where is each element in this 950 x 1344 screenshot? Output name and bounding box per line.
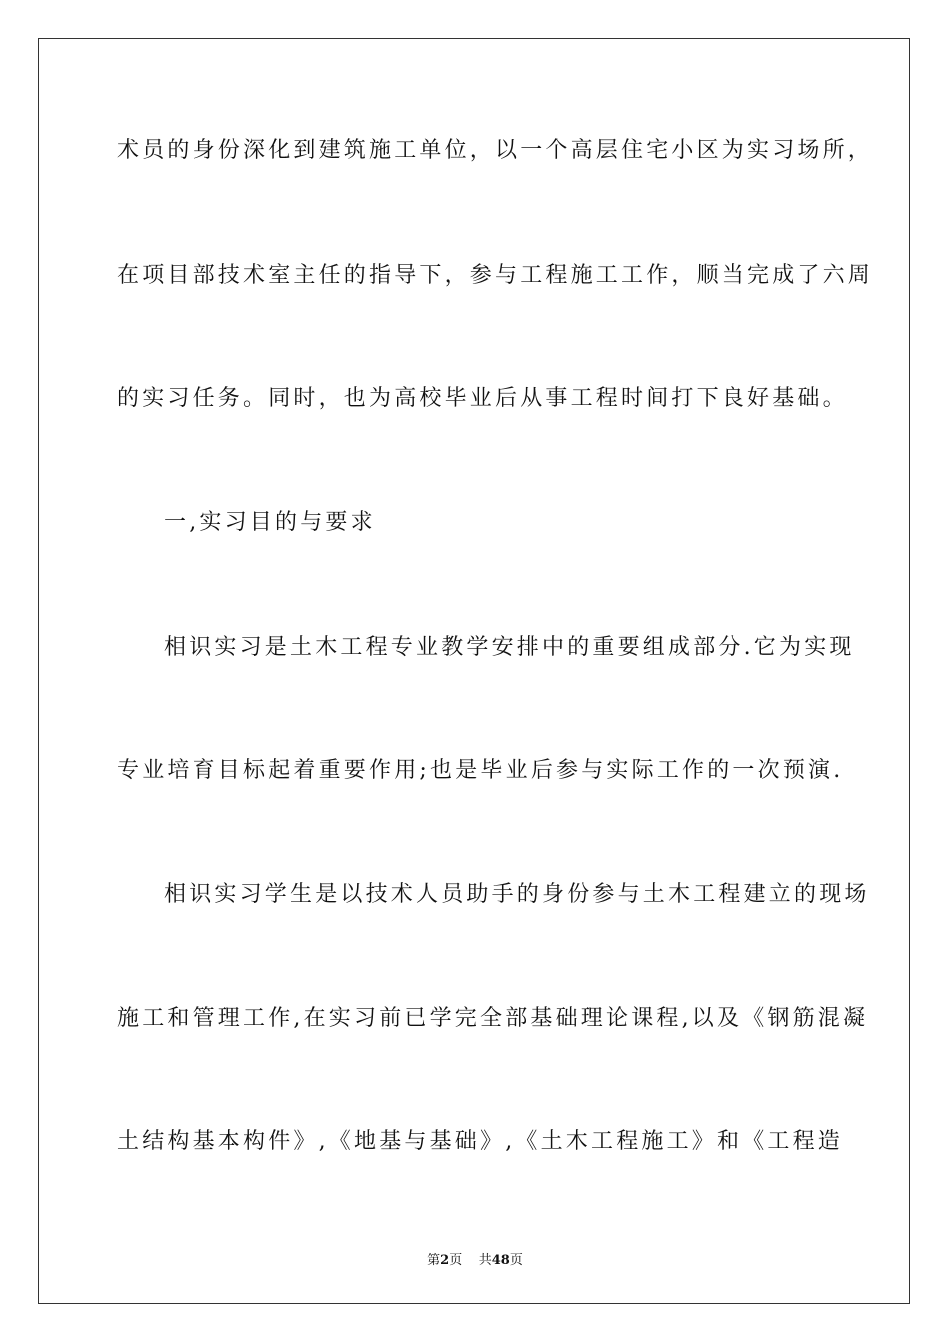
page-border: [38, 38, 910, 1304]
body-line-3: 的实习任务。同时，也为高校毕业后从事工程时间打下良好基础。: [117, 386, 848, 411]
footer-page-prefix: 第: [427, 1253, 441, 1268]
footer-total-number: 48: [491, 1253, 510, 1268]
body-line-6: 专业培育目标起着重要作用;也是毕业后参与实际工作的一次预演.: [117, 758, 844, 783]
section-heading: 一,实习目的与要求: [164, 510, 376, 535]
body-line-7: 相识实习学生是以技术人员助手的身份参与土木工程建立的现场: [164, 882, 870, 907]
body-line-2: 在项目部技术室主任的指导下，参与工程施工工作，顺当完成了六周: [117, 263, 874, 288]
page-footer: [0, 1249, 950, 1268]
body-line-9: 土结构基本构件》,《地基与基础》,《土木工程施工》和《工程造: [117, 1129, 843, 1154]
footer-total-prefix: 共: [478, 1253, 492, 1268]
body-line-5: 相识实习是土木工程专业教学安排中的重要组成部分.它为实现: [164, 635, 855, 660]
body-line-1: 术员的身份深化到建筑施工单位，以一个高层住宅小区为实习场所，: [117, 138, 874, 163]
body-line-8: 施工和管理工作,在实习前已学完全部基础理论课程,以及《钢筋混凝: [117, 1006, 869, 1031]
footer-total-suffix: 页: [509, 1253, 523, 1268]
footer-page-number: 2: [440, 1253, 450, 1268]
footer-page-suffix: 页: [449, 1253, 463, 1268]
